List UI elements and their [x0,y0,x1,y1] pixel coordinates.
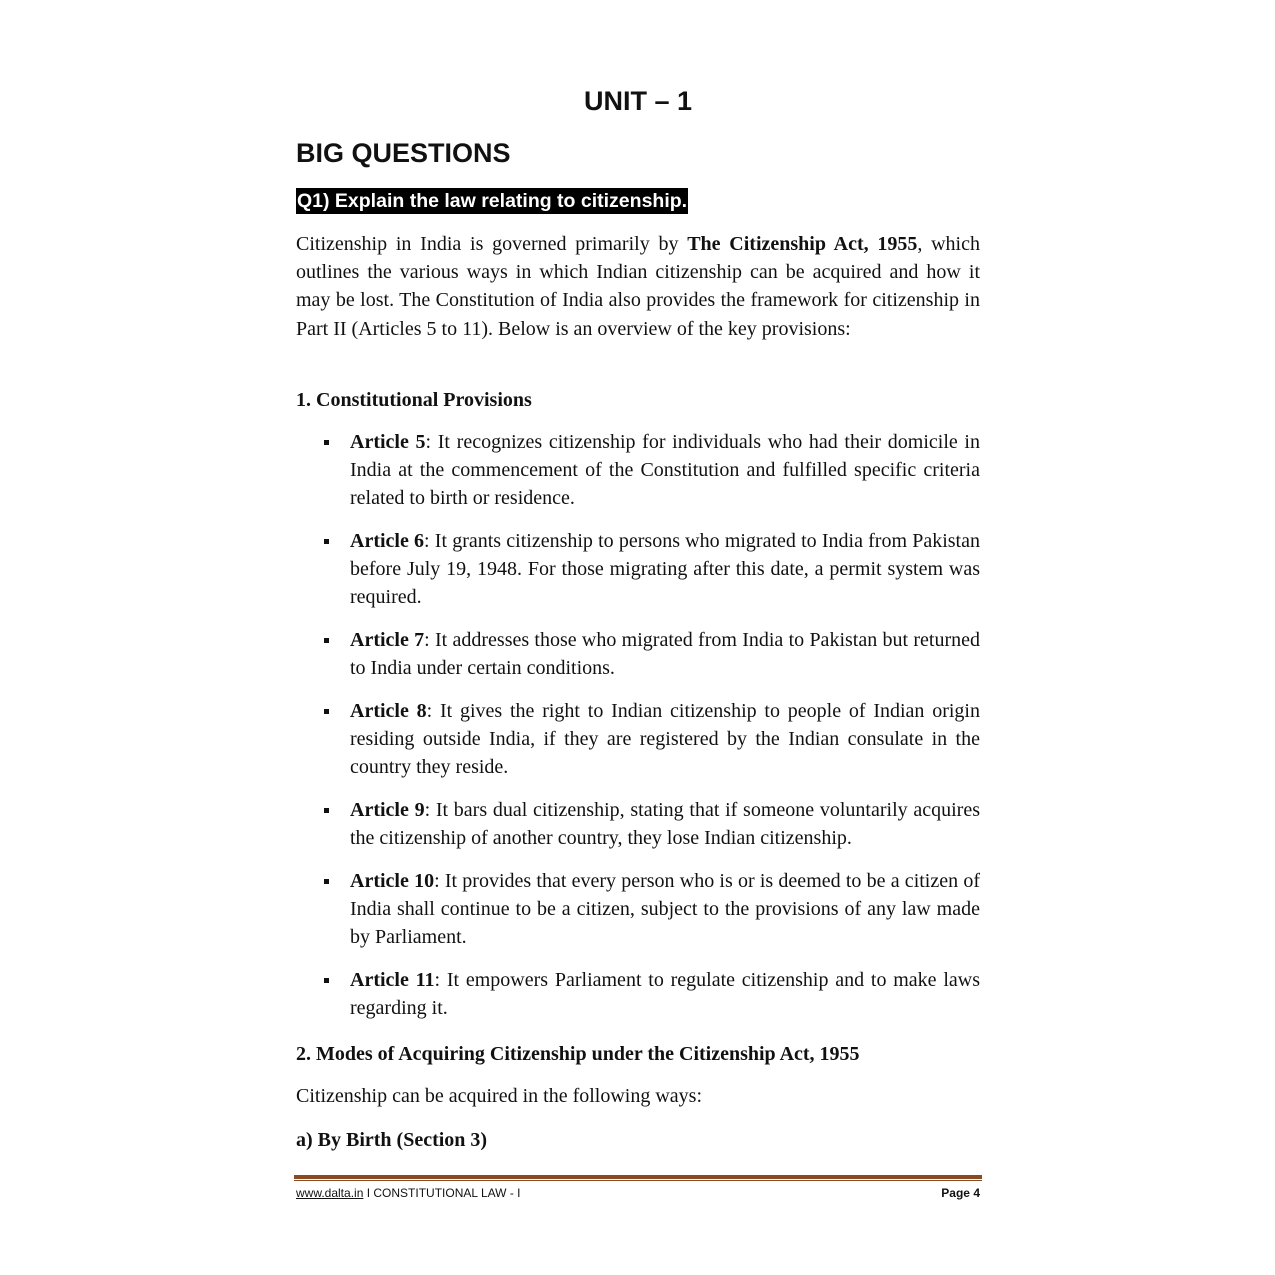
article-label: Article 8 [350,700,427,722]
intro-before: Citizenship in India is governed primarily by [296,233,688,255]
article-text: : It addresses those who migrated from India to Pakistan but returned to India under certain conditions. [350,629,980,679]
article-text: : It recognizes citizenship for individuals who had their domicile in India at the commencement of the Constitution and fulfilled specific criteria related to birth or residence. [350,431,980,509]
page-number: Page 4 [941,1186,980,1200]
bullet-icon [324,638,329,643]
question-text: Q1) Explain the law relating to citizenship. [297,190,688,212]
article-text: : It grants citizenship to persons who migrated to India from Pakistan before July 19, 1948. For those migrating after this date, a permit system was required. [350,530,980,608]
list-item [296,697,980,781]
constitutional-provisions-heading: 1. Constitutional Provisions [296,389,532,411]
modes-heading: 2. Modes of Acquiring Citizenship under the Citizenship Act, 1955 [296,1043,860,1065]
intro-after: , which outlines the various ways in which Indian citizenship can be acquired and how it may be lost. The Constitution of India also provides the framework for citizenship in Part II (Articles 5 to 11). Below is an overview of the key provisions: [296,233,980,340]
list-item [296,428,980,512]
articles-list [296,428,980,1037]
bullet-icon [324,539,329,544]
by-birth-heading: a) By Birth (Section 3) [296,1129,488,1151]
bullet-icon [324,440,329,445]
article-label: Article 11 [350,969,435,991]
intro-bold: The Citizenship Act, 1955 [687,233,918,255]
article-label: Article 5 [350,431,426,453]
list-item [296,796,980,852]
section-title: BIG QUESTIONS [296,138,511,168]
list-item [296,626,980,682]
bullet-icon [324,808,329,813]
article-label: Article 9 [350,799,425,821]
unit-title: UNIT – 1 [583,86,693,116]
article-text: : It bars dual citizenship, stating that if someone voluntarily acquires the citizenship of another country, they lose Indian citizenship. [350,799,980,849]
article-label: Article 10 [350,870,435,892]
question-heading [296,188,688,214]
footer-site-link[interactable]: www.dalta.in [296,1186,364,1200]
footer-divider-thin [294,1180,982,1181]
bullet-icon [324,709,329,714]
bullet-icon [324,879,329,884]
bullet-icon [324,978,329,983]
article-label: Article 6 [350,530,425,552]
footer-divider [294,1175,982,1179]
article-label: Article 7 [350,629,425,651]
page-footer [296,1185,980,1201]
intro-paragraph [296,230,980,343]
article-text: : It provides that every person who is or is deemed to be a citizen of India shall continue to be a citizen, subject to the provisions of any law made by Parliament. [350,870,980,948]
article-text: : It gives the right to Indian citizenship to people of Indian origin residing outside India, if they are registered by the Indian consulate in the country they reside. [350,700,980,778]
modes-paragraph: Citizenship can be acquired in the following ways: [296,1085,703,1107]
list-item [296,867,980,951]
list-item [296,966,980,1022]
list-item [296,527,980,611]
article-text: : It empowers Parliament to regulate citizenship and to make laws regarding it. [350,969,980,1019]
footer-course: I CONSTITUTIONAL LAW - I [363,1186,521,1200]
